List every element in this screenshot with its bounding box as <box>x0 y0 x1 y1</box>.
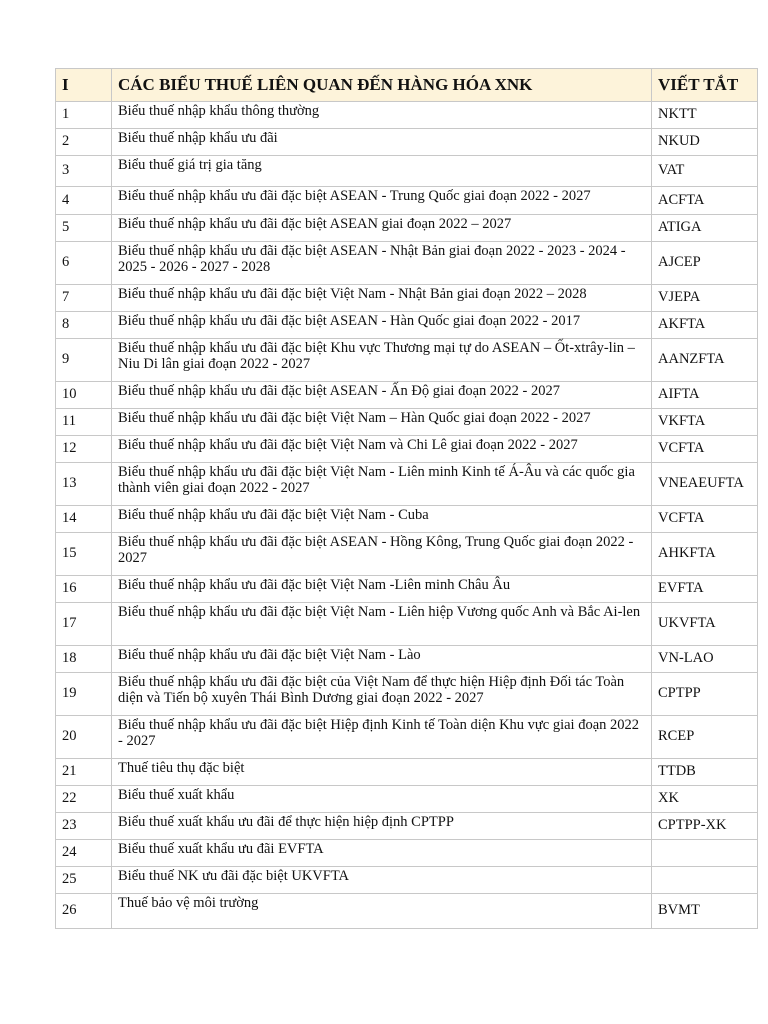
row-description: Biểu thuế nhập khẩu ưu đãi đặc biệt Việt Nam - Lào <box>112 646 652 673</box>
table-row <box>56 867 758 894</box>
row-description: Biểu thuế nhập khẩu ưu đãi đặc biệt ASEAN - Trung Quốc giai đoạn 2022 - 2027 <box>112 187 652 215</box>
row-abbreviation: CPTPP <box>652 673 758 716</box>
row-description: Biểu thuế nhập khẩu ưu đãi đặc biệt Hiệp định Kinh tế Toàn diện Khu vực giai đoạn 2022 - 2027 <box>112 716 652 759</box>
row-abbreviation: AKFTA <box>652 312 758 339</box>
row-description: Thuế tiêu thụ đặc biệt <box>112 759 652 786</box>
row-number: 19 <box>56 673 112 716</box>
row-abbreviation: XK <box>652 786 758 813</box>
table-row <box>56 759 758 786</box>
row-number: 9 <box>56 339 112 382</box>
row-number: 15 <box>56 533 112 576</box>
table-row <box>56 382 758 409</box>
table-row <box>56 603 758 646</box>
row-number: 11 <box>56 409 112 436</box>
table-header-row <box>56 69 758 102</box>
row-number: 6 <box>56 242 112 285</box>
row-number: 5 <box>56 215 112 242</box>
row-number: 2 <box>56 129 112 156</box>
row-number: 1 <box>56 102 112 129</box>
table-row <box>56 533 758 576</box>
row-description: Biểu thuế nhập khẩu thông thường <box>112 102 652 129</box>
table-row <box>56 215 758 242</box>
row-description: Biểu thuế xuất khẩu ưu đãi để thực hiện hiệp định CPTPP <box>112 813 652 840</box>
table-row <box>56 673 758 716</box>
row-abbreviation: VAT <box>652 156 758 187</box>
row-description: Biểu thuế nhập khẩu ưu đãi đặc biệt Việt Nam -Liên minh Châu Âu <box>112 576 652 603</box>
table-row <box>56 156 758 187</box>
row-description: Biểu thuế nhập khẩu ưu đãi đặc biệt Việt Nam - Liên minh Kinh tế Á-Âu và các quốc gia thành viên giai đoạn 2022 - 2027 <box>112 463 652 506</box>
row-description: Biểu thuế nhập khẩu ưu đãi đặc biệt ASEAN - Ấn Độ giai đoạn 2022 - 2027 <box>112 382 652 409</box>
table-row <box>56 840 758 867</box>
row-abbreviation: UKVFTA <box>652 603 758 646</box>
header-abbreviation: VIẾT TẮT <box>652 69 758 102</box>
row-number: 12 <box>56 436 112 463</box>
row-abbreviation: VN-LAO <box>652 646 758 673</box>
row-abbreviation: RCEP <box>652 716 758 759</box>
row-abbreviation: AHKFTA <box>652 533 758 576</box>
row-number: 13 <box>56 463 112 506</box>
row-abbreviation: ATIGA <box>652 215 758 242</box>
row-number: 4 <box>56 187 112 215</box>
row-description: Biểu thuế nhập khẩu ưu đãi đặc biệt Việt Nam – Hàn Quốc giai đoạn 2022 - 2027 <box>112 409 652 436</box>
row-description: Biểu thuế nhập khẩu ưu đãi đặc biệt Việt Nam - Nhật Bản giai đoạn 2022 – 2028 <box>112 285 652 312</box>
row-abbreviation: VCFTA <box>652 436 758 463</box>
table-row <box>56 716 758 759</box>
row-abbreviation: VCFTA <box>652 506 758 533</box>
row-abbreviation: CPTPP-XK <box>652 813 758 840</box>
row-abbreviation: AANZFTA <box>652 339 758 382</box>
row-description: Biểu thuế nhập khẩu ưu đãi đặc biệt ASEAN - Nhật Bản giai đoạn 2022 - 2023 - 2024 - 2025 - 2026 - 2027 - 2028 <box>112 242 652 285</box>
row-description: Biểu thuế NK ưu đãi đặc biệt UKVFTA <box>112 867 652 894</box>
row-abbreviation: VKFTA <box>652 409 758 436</box>
row-number: 16 <box>56 576 112 603</box>
row-number: 22 <box>56 786 112 813</box>
row-abbreviation <box>652 867 758 894</box>
row-number: 14 <box>56 506 112 533</box>
row-description: Biểu thuế nhập khẩu ưu đãi đặc biệt Khu vực Thương mại tự do ASEAN – Ốt-xtrây-lin – Niu Di lân giai đoạn 2022 - 2027 <box>112 339 652 382</box>
table-row <box>56 285 758 312</box>
table-row <box>56 576 758 603</box>
row-abbreviation: AIFTA <box>652 382 758 409</box>
table-row <box>56 242 758 285</box>
row-abbreviation: BVMT <box>652 894 758 929</box>
table-row <box>56 506 758 533</box>
row-description: Biểu thuế nhập khẩu ưu đãi đặc biệt của Việt Nam để thực hiện Hiệp định Đối tác Toàn diện và Tiến bộ xuyên Thái Bình Dương giai đoạn 2022 - 2027 <box>112 673 652 716</box>
row-number: 8 <box>56 312 112 339</box>
row-number: 20 <box>56 716 112 759</box>
table-row <box>56 102 758 129</box>
row-description: Biểu thuế giá trị gia tăng <box>112 156 652 187</box>
row-number: 21 <box>56 759 112 786</box>
row-description: Thuế bảo vệ môi trường <box>112 894 652 929</box>
table-row <box>56 646 758 673</box>
table-row <box>56 894 758 929</box>
tax-schedule-table <box>55 68 758 929</box>
table-row <box>56 187 758 215</box>
header-title: CÁC BIỂU THUẾ LIÊN QUAN ĐẾN HÀNG HÓA XNK <box>112 69 652 102</box>
table-row <box>56 436 758 463</box>
row-description: Biểu thuế nhập khẩu ưu đãi đặc biệt Việt Nam - Liên hiệp Vương quốc Anh và Bắc Ai-len <box>112 603 652 646</box>
row-description: Biểu thuế nhập khẩu ưu đãi đặc biệt ASEAN - Hàn Quốc giai đoạn 2022 - 2017 <box>112 312 652 339</box>
row-description: Biểu thuế nhập khẩu ưu đãi đặc biệt Việt Nam và Chi Lê giai đoạn 2022 - 2027 <box>112 436 652 463</box>
table-row <box>56 409 758 436</box>
row-description: Biểu thuế nhập khẩu ưu đãi đặc biệt ASEAN giai đoạn 2022 – 2027 <box>112 215 652 242</box>
row-number: 23 <box>56 813 112 840</box>
row-number: 7 <box>56 285 112 312</box>
table-row <box>56 463 758 506</box>
header-index: I <box>56 69 112 102</box>
row-abbreviation: NKUD <box>652 129 758 156</box>
row-abbreviation: AJCEP <box>652 242 758 285</box>
row-number: 18 <box>56 646 112 673</box>
row-abbreviation: TTDB <box>652 759 758 786</box>
row-number: 10 <box>56 382 112 409</box>
row-abbreviation: VJEPA <box>652 285 758 312</box>
row-abbreviation: VNEAEUFTA <box>652 463 758 506</box>
table-body <box>56 102 758 929</box>
row-number: 26 <box>56 894 112 929</box>
table-row <box>56 786 758 813</box>
row-abbreviation <box>652 840 758 867</box>
row-number: 24 <box>56 840 112 867</box>
row-description: Biểu thuế xuất khẩu <box>112 786 652 813</box>
row-number: 25 <box>56 867 112 894</box>
table-row <box>56 129 758 156</box>
row-abbreviation: EVFTA <box>652 576 758 603</box>
row-abbreviation: ACFTA <box>652 187 758 215</box>
row-number: 3 <box>56 156 112 187</box>
row-description: Biểu thuế nhập khẩu ưu đãi đặc biệt Việt Nam - Cuba <box>112 506 652 533</box>
row-description: Biểu thuế nhập khẩu ưu đãi đặc biệt ASEAN - Hồng Kông, Trung Quốc giai đoạn 2022 - 2027 <box>112 533 652 576</box>
row-number: 17 <box>56 603 112 646</box>
table-row <box>56 312 758 339</box>
table-row <box>56 339 758 382</box>
table-row <box>56 813 758 840</box>
row-description: Biểu thuế nhập khẩu ưu đãi <box>112 129 652 156</box>
row-description: Biểu thuế xuất khẩu ưu đãi EVFTA <box>112 840 652 867</box>
row-abbreviation: NKTT <box>652 102 758 129</box>
